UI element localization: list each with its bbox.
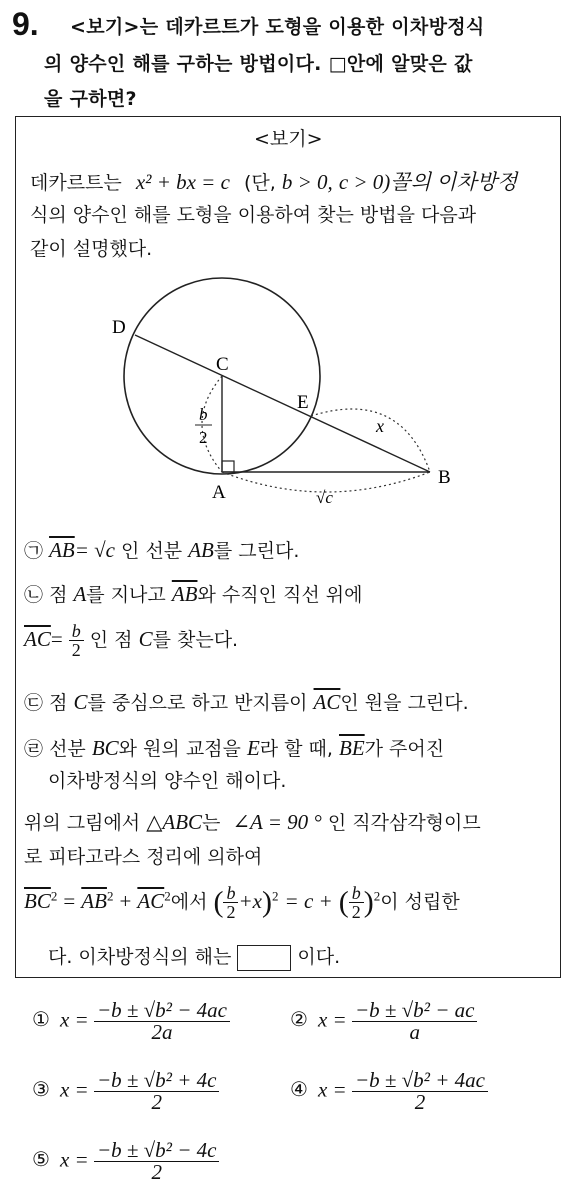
step-3: ㉢ 점 C를 중심으로 하고 반지름이 $\overline{AC}$인 원을 그린다. [24,690,469,714]
label-x: x [376,416,384,436]
explanation-line-1: 위의 그림에서 △ABC는 ∠A = 90 ° 인 직각삼각형이므 [24,810,481,834]
question-line-1: <보기>는 데카르트가 도형을 이용한 이차방정식 [70,16,485,38]
step-2b: $\overline{AC}=$ $\frac{b}{2}$ 인 점 C를 찾는다. [24,621,239,660]
option-5[interactable]: ⑤ x = $\frac{\text{−b ± √b² − 4c}}{2}$ [32,1140,219,1183]
label-d: D [112,317,126,338]
label-frac-num: b [199,405,208,424]
label-b: B [438,467,451,488]
line-db [135,335,430,472]
question-line-3: 을 구하면? [44,88,137,110]
label-a: A [212,482,226,503]
box-title: <보기> [254,128,323,150]
final-line: 다. 이차방정식의 해는 이다. [48,942,340,971]
step-2: ㉡ 점 A를 지나고 $\overline{AB}$와 수직인 직선 위에 [24,582,363,606]
option-4[interactable]: ④ x = $\frac{\text{−b ± √b² + 4ac}}{2}$ [290,1070,488,1113]
label-sqrt-c: √c [316,488,333,507]
label-frac-den: 2 [199,428,208,447]
descartes-diagram [0,0,579,530]
step-1: ㉠ $\overline{AB}= √c$ 인 선분 AB를 그린다. [24,538,300,562]
right-angle-mark [222,461,234,472]
explanation-line-2: 로 피타고라스 정리에 의하여 [24,846,263,868]
option-2[interactable]: ② x = $\frac{\text{−b ± √b² − ac}}{a}$ [290,1000,477,1043]
question-number: 9. [12,6,39,42]
label-c: C [216,354,229,375]
question-line-2: 의 양수인 해를 구하는 방법이다. □안에 알맞은 값 [44,53,473,75]
step-4: ㉣ 선분 BC와 원의 교점을 E라 할 때, $\overline{BE}$가 주어진 [24,736,445,760]
label-e: E [297,392,309,413]
step-4b: 이차방정식의 양수인 해이다. [48,770,287,792]
arc-ac [202,376,222,472]
pythagorean-equation: $\overline{BC}^2 = \overline{AB}^2 + \overline{AC}^2$에서 ( $\frac{b}{2}$ +x)$^2$ = c + ( $\frac{b}{2}$ )$^2$이 성립한 [24,883,460,922]
arc-eb [311,409,430,472]
intro-line-2: 식의 양수인 해를 도형을 이용하여 찾는 방법을 다음과 [30,204,477,226]
intro-line-1: 데카르트는 x² + bx = c (단, b > 0, c > 0)꼴의 이차방정 [30,170,518,194]
option-1[interactable]: ① x = $\frac{\text{−b ± √b² − 4ac}}{2a}$ [32,1000,230,1043]
answer-blank [237,945,291,971]
intro-line-3: 같이 설명했다. [30,238,153,260]
option-3[interactable]: ③ x = $\frac{\text{−b ± √b² + 4c}}{2}$ [32,1070,219,1113]
